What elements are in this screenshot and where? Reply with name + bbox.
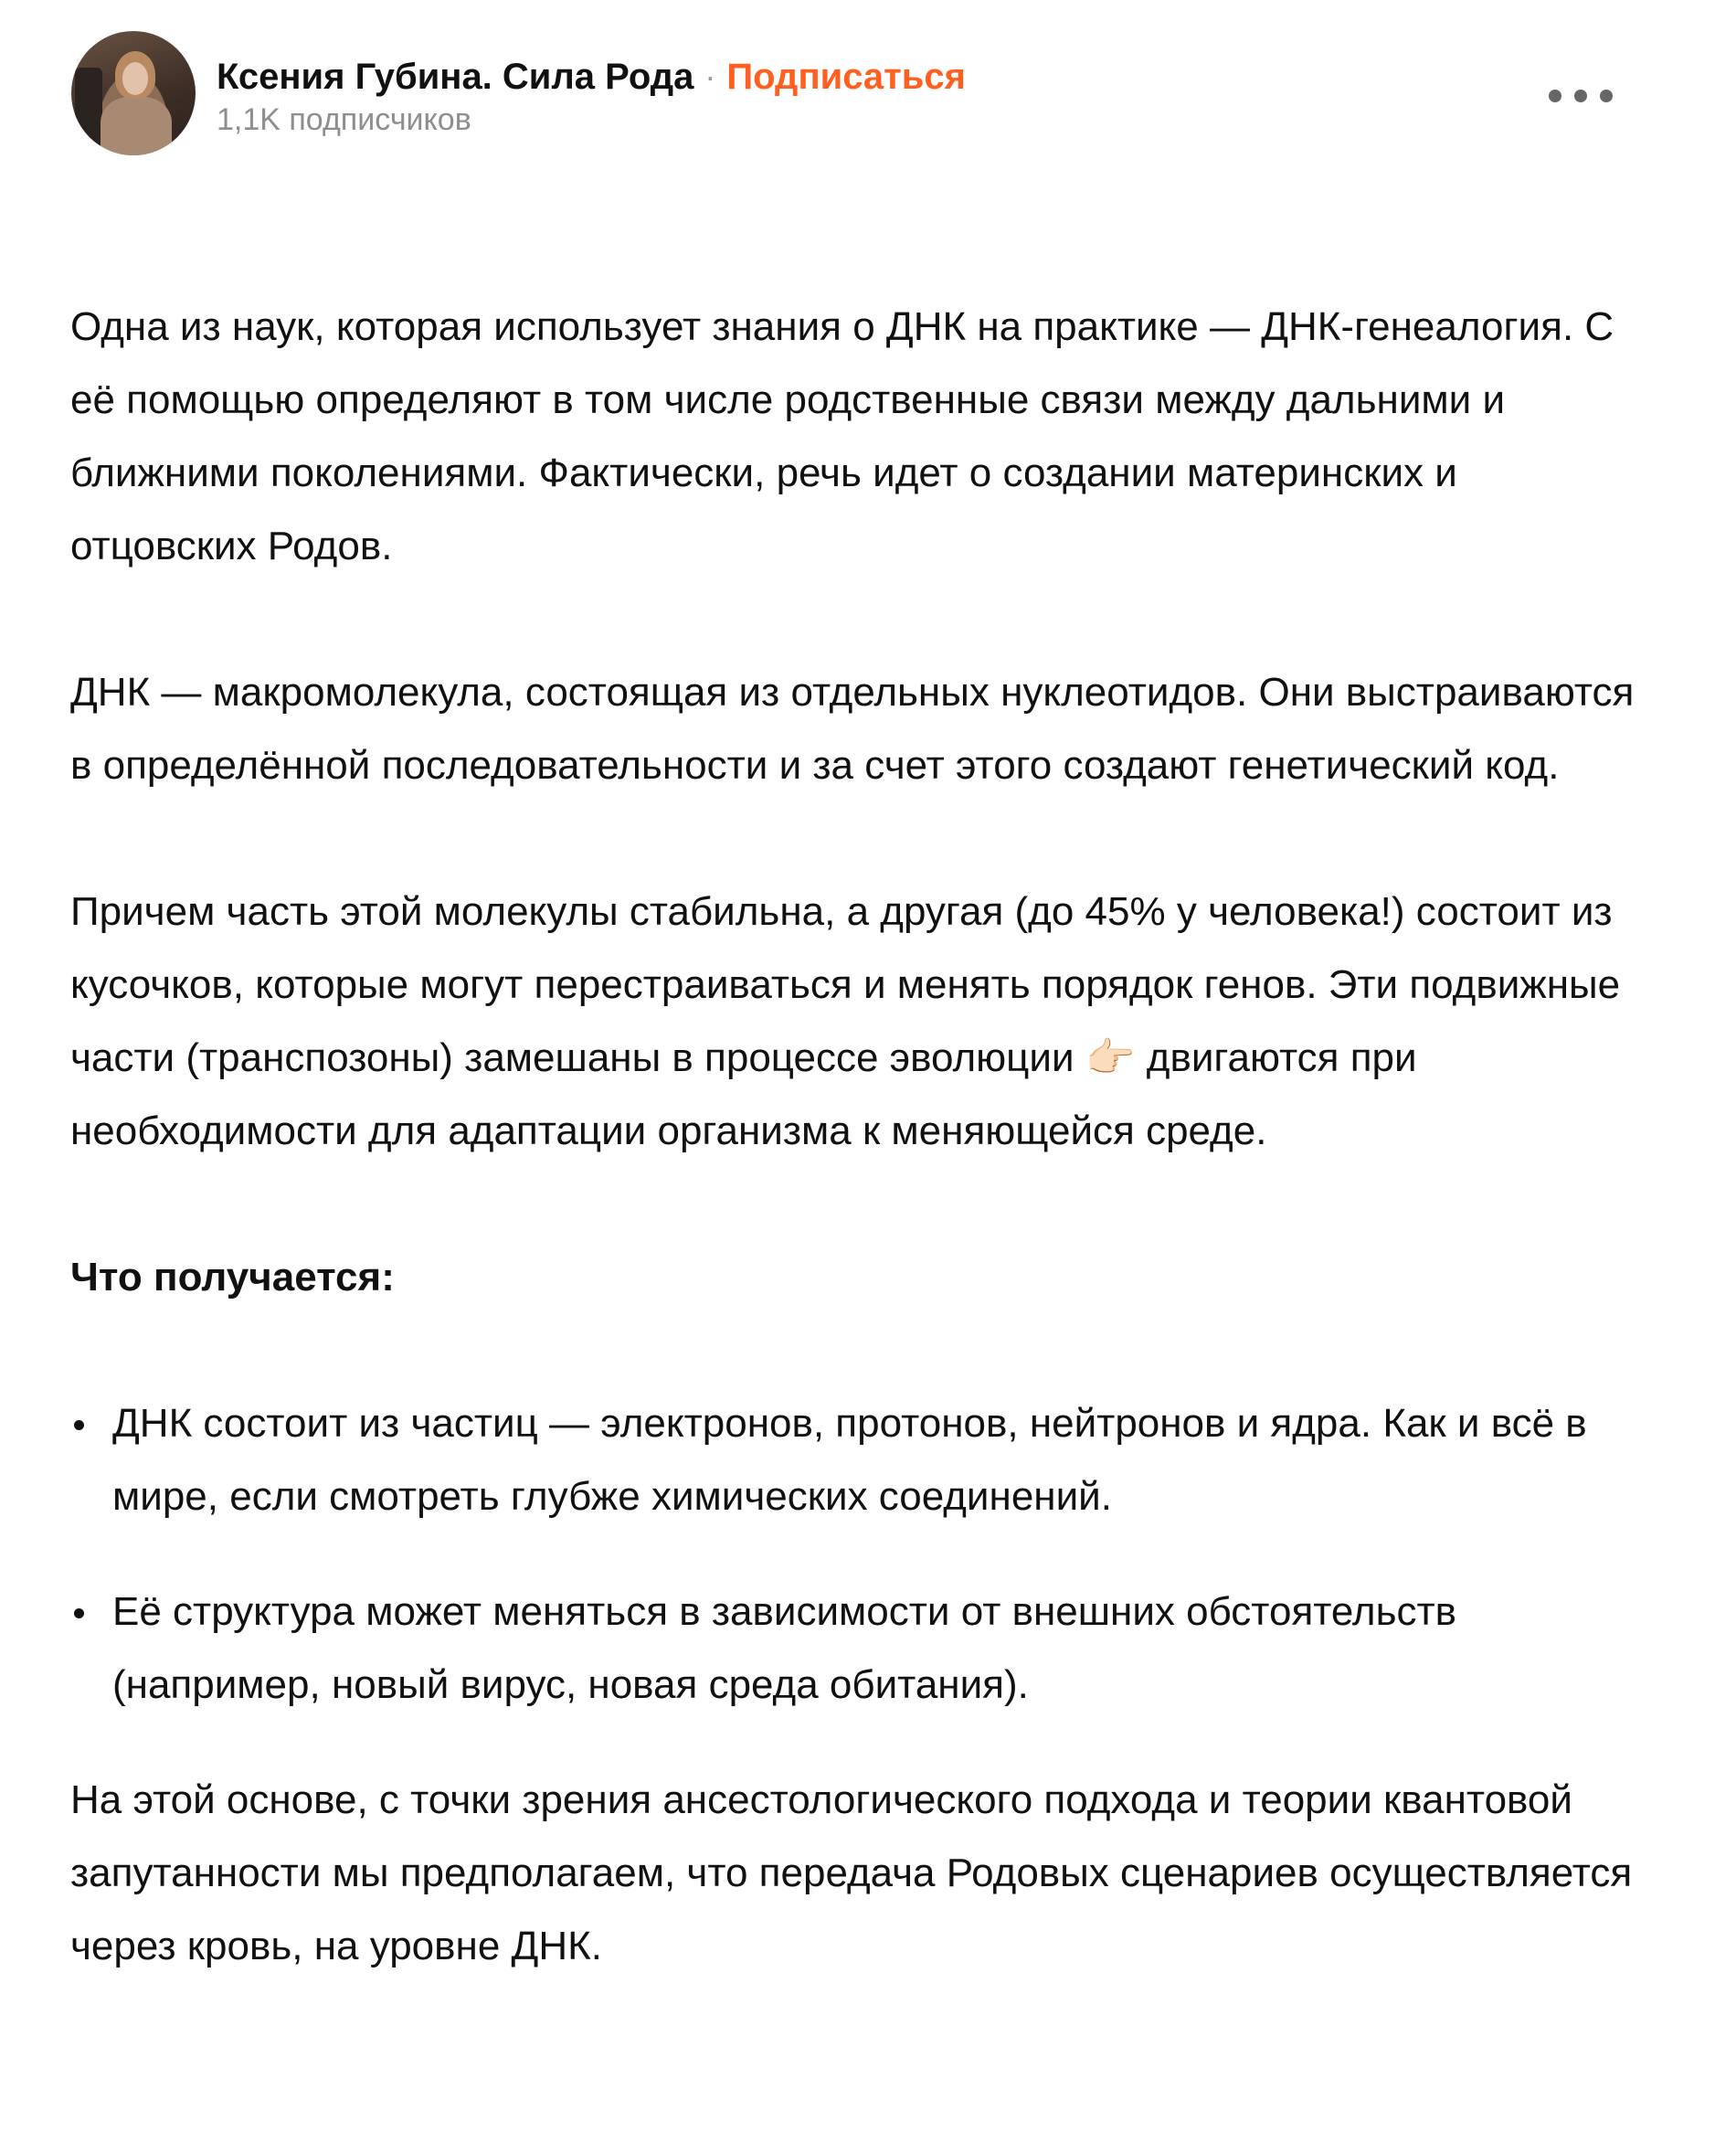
avatar-chair-shape bbox=[75, 68, 102, 155]
paragraph-spacer bbox=[70, 802, 1642, 875]
section-heading: Что получается: bbox=[70, 1255, 395, 1299]
bullet-list bbox=[70, 1387, 1642, 1722]
list-item: ДНК состоит из частиц — электронов, протонов, нейтронов и ядра. Как и всё в мире, если смотреть глубже химических соединений. bbox=[70, 1387, 1642, 1533]
channel-title-row bbox=[217, 51, 966, 102]
paragraph-spacer bbox=[70, 1168, 1642, 1241]
more-horizontal-icon bbox=[1574, 90, 1587, 102]
more-options-button[interactable] bbox=[1549, 82, 1613, 110]
post-header bbox=[0, 0, 1736, 183]
dot-separator: · bbox=[704, 58, 716, 95]
paragraph-spacer bbox=[70, 1314, 1642, 1387]
more-horizontal-icon bbox=[1549, 90, 1561, 102]
paragraph-spacer bbox=[70, 1722, 1642, 1764]
avatar-face-shape bbox=[122, 62, 148, 95]
list-spacer bbox=[70, 1533, 1642, 1575]
channel-name-link[interactable]: Ксения Губина. Сила Рода bbox=[217, 56, 694, 97]
subscriber-count: 1,1K подписчиков bbox=[217, 102, 471, 137]
list-item: Её структура может меняться в зависимости от внешних обстоятельств (например, новый вирус, новая среда обитания). bbox=[70, 1575, 1642, 1722]
paragraph: Причем часть этой молекулы стабильна, а другая (до 45% у человека!) состоит из кусочков, которые могут перестраиваться и менять порядок генов. Эти подвижные части (транспозоны) замешаны в процессе эволюции 👉🏻 двигаются при необходимости для адаптации организма к меняющейся среде. bbox=[70, 889, 1621, 1153]
paragraph: На этой основе, с точки зрения ансестологического подхода и теории квантовой запутанности мы предполагаем, что передача Родовых сценариев осуществляется через кровь, на уровне ДНК. bbox=[70, 1777, 1633, 1968]
paragraph: Одна из наук, которая использует знания о ДНК на практике — ДНК-генеалогия. С её помощью определяют в том числе родственные связи между дальними и ближними поколениями. Фактически, речь идет о создании материнских и отцовских Родов. bbox=[70, 304, 1614, 568]
more-horizontal-icon bbox=[1600, 90, 1613, 102]
article-body bbox=[70, 291, 1642, 1983]
channel-avatar[interactable] bbox=[71, 31, 196, 155]
subscribe-button[interactable]: Подписаться bbox=[726, 56, 966, 97]
avatar-body-shape bbox=[101, 97, 172, 155]
paragraph: ДНК — макромолекула, состоящая из отдельных нуклеотидов. Они выстраиваются в определённой последовательности и за счет этого создают генетический код. bbox=[70, 670, 1635, 788]
paragraph-spacer bbox=[70, 583, 1642, 656]
